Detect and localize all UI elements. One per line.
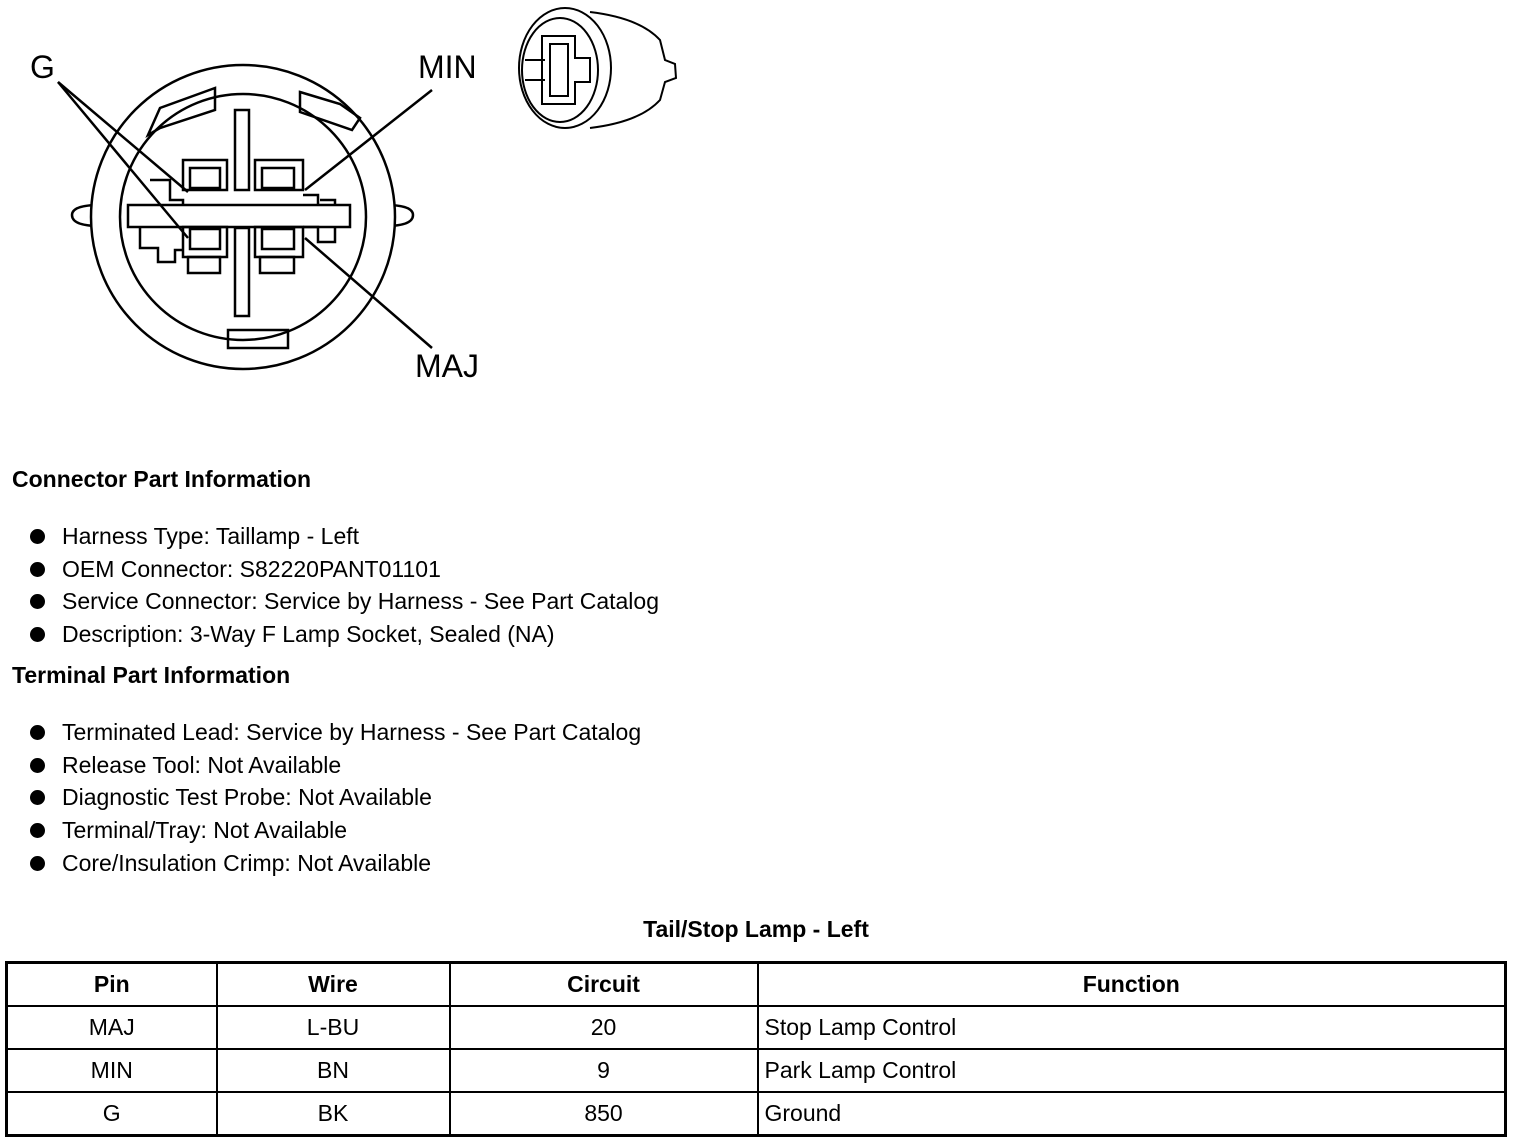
pinout-table — [5, 961, 1507, 1137]
terminal-info-list — [28, 716, 641, 879]
column-header-pin: Pin — [7, 963, 217, 1007]
list-item: Description: 3-Way F Lamp Socket, Sealed (NA) — [28, 618, 659, 651]
cell-circuit: 850 — [450, 1092, 758, 1136]
bullet-icon — [30, 594, 45, 609]
table-row — [7, 1006, 1506, 1049]
cell-pin: MIN — [7, 1049, 217, 1092]
list-item: Core/Insulation Crimp: Not Available — [28, 847, 641, 880]
cell-pin: G — [7, 1092, 217, 1136]
cell-circuit: 20 — [450, 1006, 758, 1049]
label-maj: MAJ — [415, 348, 479, 384]
table-row — [7, 1092, 1506, 1136]
cell-wire: BK — [217, 1092, 450, 1136]
bullet-icon — [30, 529, 45, 544]
cell-pin: MAJ — [7, 1006, 217, 1049]
connector-face-diagram — [0, 0, 720, 420]
list-item: Terminated Lead: Service by Harness - See Part Catalog — [28, 716, 641, 749]
lamp-socket-perspective — [519, 8, 676, 128]
bullet-icon — [30, 856, 45, 871]
list-item: Service Connector: Service by Harness - See Part Catalog — [28, 585, 659, 618]
table-title: Tail/Stop Lamp - Left — [643, 916, 869, 942]
bullet-icon — [30, 790, 45, 805]
cell-wire: L-BU — [217, 1006, 450, 1049]
list-item: OEM Connector: S82220PANT01101 — [28, 553, 659, 586]
cell-function: Stop Lamp Control — [758, 1006, 1506, 1049]
list-item: Harness Type: Taillamp - Left — [28, 520, 659, 553]
terminal-info-title: Terminal Part Information — [12, 662, 291, 688]
label-g: G — [30, 49, 55, 85]
bullet-icon — [30, 823, 45, 838]
table-row — [7, 1049, 1506, 1092]
bullet-icon — [30, 627, 45, 642]
list-item: Release Tool: Not Available — [28, 749, 641, 782]
column-header-wire: Wire — [217, 963, 450, 1007]
cell-function: Ground — [758, 1092, 1506, 1136]
connector-info-title: Connector Part Information — [12, 466, 312, 492]
label-min: MIN — [418, 49, 477, 85]
bullet-icon — [30, 562, 45, 577]
connector-info-list — [28, 520, 659, 651]
cell-wire: BN — [217, 1049, 450, 1092]
list-item: Diagnostic Test Probe: Not Available — [28, 781, 641, 814]
bullet-icon — [30, 725, 45, 740]
column-header-function: Function — [758, 963, 1506, 1007]
column-header-circuit: Circuit — [450, 963, 758, 1007]
cell-function: Park Lamp Control — [758, 1049, 1506, 1092]
list-item: Terminal/Tray: Not Available — [28, 814, 641, 847]
table-header-row — [7, 963, 1506, 1007]
cell-circuit: 9 — [450, 1049, 758, 1092]
bullet-icon — [30, 758, 45, 773]
